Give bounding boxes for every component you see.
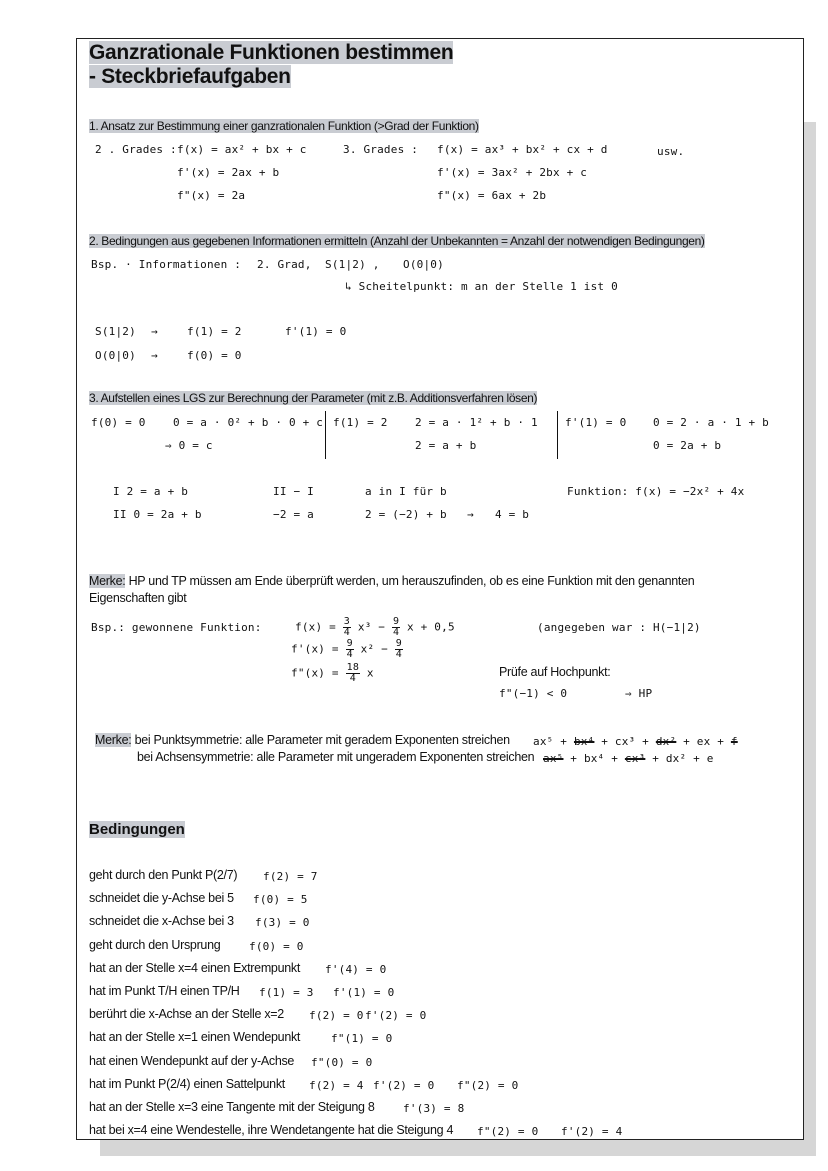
bsp-info: Bsp. · Informationen :	[91, 258, 242, 271]
deg2-label: 2 . Grades :	[95, 143, 177, 156]
condition-text: hat im Punkt T/H einen TP/H	[89, 984, 240, 998]
b3-cond: f'(1) = 0	[565, 416, 627, 429]
condition-equation: f'(1) = 0	[333, 986, 395, 999]
condition-equation: f'(2) = 0	[373, 1078, 435, 1092]
merke1-bsp: Bsp.: gewonnene Funktion:	[91, 621, 262, 634]
b3-eq: 0 = 2 · a · 1 + b	[653, 416, 769, 429]
divider-2	[557, 411, 558, 459]
condition-text: hat einen Wendepunkt auf der y-Achse	[89, 1053, 295, 1068]
result-b: 4 = b	[495, 508, 530, 521]
row1-cond1: f(1) = 2	[187, 325, 242, 338]
condition-text: hat an der Stelle x=3 eine Tangente mit der Steigung 8	[89, 1100, 375, 1114]
condition-equation: f(1) = 3	[259, 986, 314, 999]
bedingungen-heading: Bedingungen	[89, 821, 185, 838]
check-hp-eq: f"(−1) < 0	[499, 687, 568, 700]
deg3-f1: f'(x) = 3ax² + 2bx + c	[437, 166, 588, 179]
polynomial-axis: ax⁵ + bx⁴ + cx³ + dx² + e	[543, 752, 714, 765]
check-hp-label: Prüfe auf Hochpunkt:	[499, 665, 611, 679]
condition-text: berührt die x-Achse an der Stelle x=2	[89, 1007, 284, 1022]
condition-equation: f(2) = 7	[263, 870, 318, 883]
merke1-line1: Merke: HP und TP müssen am Ende überprüft werden, um herauszufinden, ob es eine Funktion mit den genannten	[89, 574, 695, 588]
deg2-f2: f"(x) = 2a	[177, 189, 246, 202]
merke2-line2: bei Achsensymmetrie: alle Parameter mit ungeradem Exponenten streichen	[137, 750, 535, 764]
b1-eq: 0 = a · 0² + b · 0 + c	[173, 416, 324, 429]
condition-text: hat im Punkt P(2/4) einen Sattelpunkt	[89, 1076, 285, 1091]
condition-text: hat bei x=4 eine Wendestelle, ihre Wendetangente hat die Steigung 4	[89, 1123, 454, 1138]
condition-equation: f'(3) = 8	[403, 1102, 465, 1115]
row1-point: S(1|2)	[95, 325, 136, 338]
condition-text: schneidet die y-Achse bei 5	[89, 891, 234, 906]
row1-cond2: f'(1) = 0	[285, 325, 347, 338]
condition-equation: f(2) = 4	[309, 1078, 364, 1092]
scheitel-note: ↳ Scheitelpunkt: m an der Stelle 1 ist 0	[345, 280, 618, 293]
condition-text: geht durch den Ursprung	[89, 937, 221, 952]
row2-point: O(0|0)	[95, 349, 136, 362]
condition-equation: f"(1) = 0	[331, 1032, 393, 1046]
b2-eq: 2 = a · 1² + b · 1	[415, 416, 538, 429]
merke1-line2: Eigenschaften gibt	[89, 591, 187, 605]
section1-heading: 1. Ansatz zur Bestimmung einer ganzrationalen Funktion (>Grad der Funktion)	[89, 119, 479, 133]
merke2-line1: Merke: bei Punktsymmetrie: alle Parameter mit geradem Exponenten streichen	[95, 733, 510, 747]
polynomial-point: ax⁵ + bx⁴ + cx³ + dx² + ex + f	[533, 735, 738, 748]
substitute-note: a in I für b	[365, 485, 447, 498]
condition-equation: f"(2) = 0	[457, 1078, 519, 1092]
b2-cond: f(1) = 2	[333, 416, 388, 429]
deg3-label: 3. Grades :	[343, 143, 419, 156]
section3-heading: 3. Aufstellen eines LGS zur Berechnung der Parameter (mit z.B. Additionsverfahren lösen)	[89, 391, 538, 405]
result-a: −2 = a	[273, 508, 314, 521]
deg3-f: f(x) = ax³ + bx² + cx + d	[437, 143, 608, 156]
b3-res: 0 = 2a + b	[653, 439, 722, 452]
deg2-f1: f'(x) = 2ax + b	[177, 166, 280, 179]
condition-text: geht durch den Punkt P(2/7)	[89, 868, 238, 882]
deg2-f: f(x) = ax² + bx + c	[177, 143, 307, 156]
row1-arrow: →	[151, 325, 158, 338]
b1-res: ⇒ 0 = c	[165, 439, 213, 452]
eq-II: II 0 = 2a + b	[113, 508, 202, 521]
substitute-eq: 2 = (−2) + b	[365, 508, 447, 521]
example-f2: f"(x) = $\frac{18}{4}$ x	[291, 662, 374, 684]
row2-cond1: f(0) = 0	[187, 349, 242, 362]
final-function: Funktion: f(x) = −2x² + 4x	[567, 485, 745, 498]
info-grad: 2. Grad,	[257, 258, 312, 271]
condition-equation: f'(2) = 0	[365, 1009, 427, 1023]
usw: usw.	[657, 145, 685, 158]
given-hp: (angegeben war : H(−1|2)	[537, 621, 701, 634]
info-s: S(1|2) ,	[325, 258, 380, 271]
divider-1	[325, 411, 326, 459]
condition-equation: f(0) = 5	[253, 893, 308, 907]
section2-heading: 2. Bedingungen aus gegebenen Informationen ermitteln (Anzahl der Unbekannten = Anzahl der notwendigen Bedingungen)	[89, 234, 705, 248]
check-hp-result: ⇒ HP	[625, 687, 653, 700]
page-title: Ganzrationale Funktionen bestimmen - Steckbriefaufgaben	[89, 41, 454, 88]
example-f: f(x) = $\frac{3}{4}$ x³ − $\frac{9}{4}$ x + 0,5	[295, 616, 455, 638]
document-page	[76, 38, 804, 1140]
deg3-f2: f"(x) = 6ax + 2b	[437, 189, 547, 202]
condition-text: hat an der Stelle x=1 einen Wendepunkt	[89, 1030, 301, 1045]
condition-equation: f"(0) = 0	[311, 1055, 373, 1069]
condition-text: hat an der Stelle x=4 einen Extrempunkt	[89, 960, 301, 975]
condition-text: schneidet die x-Achse bei 3	[89, 914, 234, 929]
substitute-arrow: →	[467, 508, 474, 521]
b2-res: 2 = a + b	[415, 439, 477, 452]
info-o: O(0|0)	[403, 258, 444, 271]
condition-equation: f"(2) = 0	[477, 1125, 539, 1139]
op-II-minus-I: II − I	[273, 485, 314, 498]
b1-cond: f(0) = 0	[91, 416, 146, 429]
condition-equation: f(3) = 0	[255, 916, 310, 930]
eq-I: I 2 = a + b	[113, 485, 189, 498]
condition-equation: f'(2) = 4	[561, 1125, 623, 1139]
row2-arrow: →	[151, 349, 158, 362]
condition-equation: f'(4) = 0	[325, 962, 387, 976]
example-f1: f'(x) = $\frac{9}{4}$ x² − $\frac{9}{4}$	[291, 638, 403, 660]
condition-equation: f(2) = 0	[309, 1009, 364, 1023]
condition-equation: f(0) = 0	[249, 939, 304, 953]
